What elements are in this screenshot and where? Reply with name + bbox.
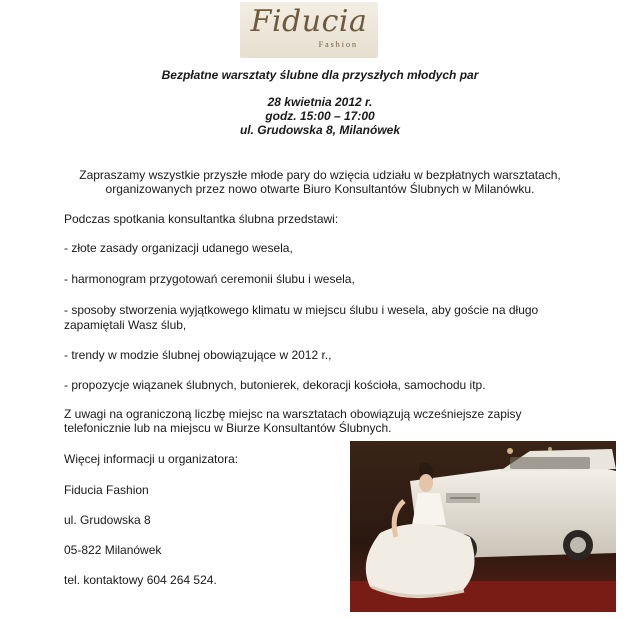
list-item: - trendy w modzie ślubnej obowiązujące w 2012 r., <box>64 348 332 362</box>
fiducia-fashion-logo <box>240 2 378 58</box>
event-title: Bezpłatne warsztaty ślubne dla przyszłych młodych par <box>161 68 479 82</box>
notice-line-1: Z uwagi na ograniczoną liczbę miejsc na warsztatach obowiązują wcześniejsze zapisy <box>64 407 522 421</box>
contact-city: 05-822 Milanówek <box>64 543 162 557</box>
lead-text: Podczas spotkania konsultantka ślubna przedstawi: <box>64 212 339 226</box>
event-address: ul. Grudowska 8, Milanówek <box>239 123 401 137</box>
notice-line-2: telefonicznie lub na miejscu w Biurze Konsultantów Ślubnych. <box>64 421 392 435</box>
intro-line-2: organizowanych przez nowo otwarte Biuro Konsultantów Ślubnych w Milanówku. <box>105 182 535 196</box>
contact-phone: tel. kontaktowy 604 264 524. <box>64 573 217 587</box>
contact-company: Fiducia Fashion <box>64 483 149 497</box>
wedding-photo <box>350 441 616 612</box>
logo-sub: Fashion <box>318 40 358 49</box>
list-item: zapamiętali Wasz ślub, <box>64 318 187 332</box>
list-item: - propozycje wiązanek ślubnych, butonierek, dekoracji kościoła, samochodu itp. <box>64 378 486 392</box>
event-date: 28 kwietnia 2012 r. <box>267 95 373 109</box>
intro-line-1: Zapraszamy wszystkie przyszłe młode pary do wzięcia udziału w bezpłatnych warsztatach, <box>79 168 561 182</box>
list-item: - złote zasady organizacji udanego wesela, <box>64 241 293 255</box>
contact-heading: Więcej informacji u organizatora: <box>64 452 239 466</box>
event-time: godz. 15:00 – 17:00 <box>265 109 375 123</box>
bride-limousine-illustration <box>350 441 616 612</box>
logo-brand: Fiducia <box>250 4 368 39</box>
contact-street: ul. Grudowska 8 <box>64 513 151 527</box>
list-item: - sposoby stworzenia wyjątkowego klimatu w miejscu ślubu i wesela, aby goście na długo <box>64 303 539 317</box>
list-item: - harmonogram przygotowań ceremonii ślubu i wesela, <box>64 272 355 286</box>
